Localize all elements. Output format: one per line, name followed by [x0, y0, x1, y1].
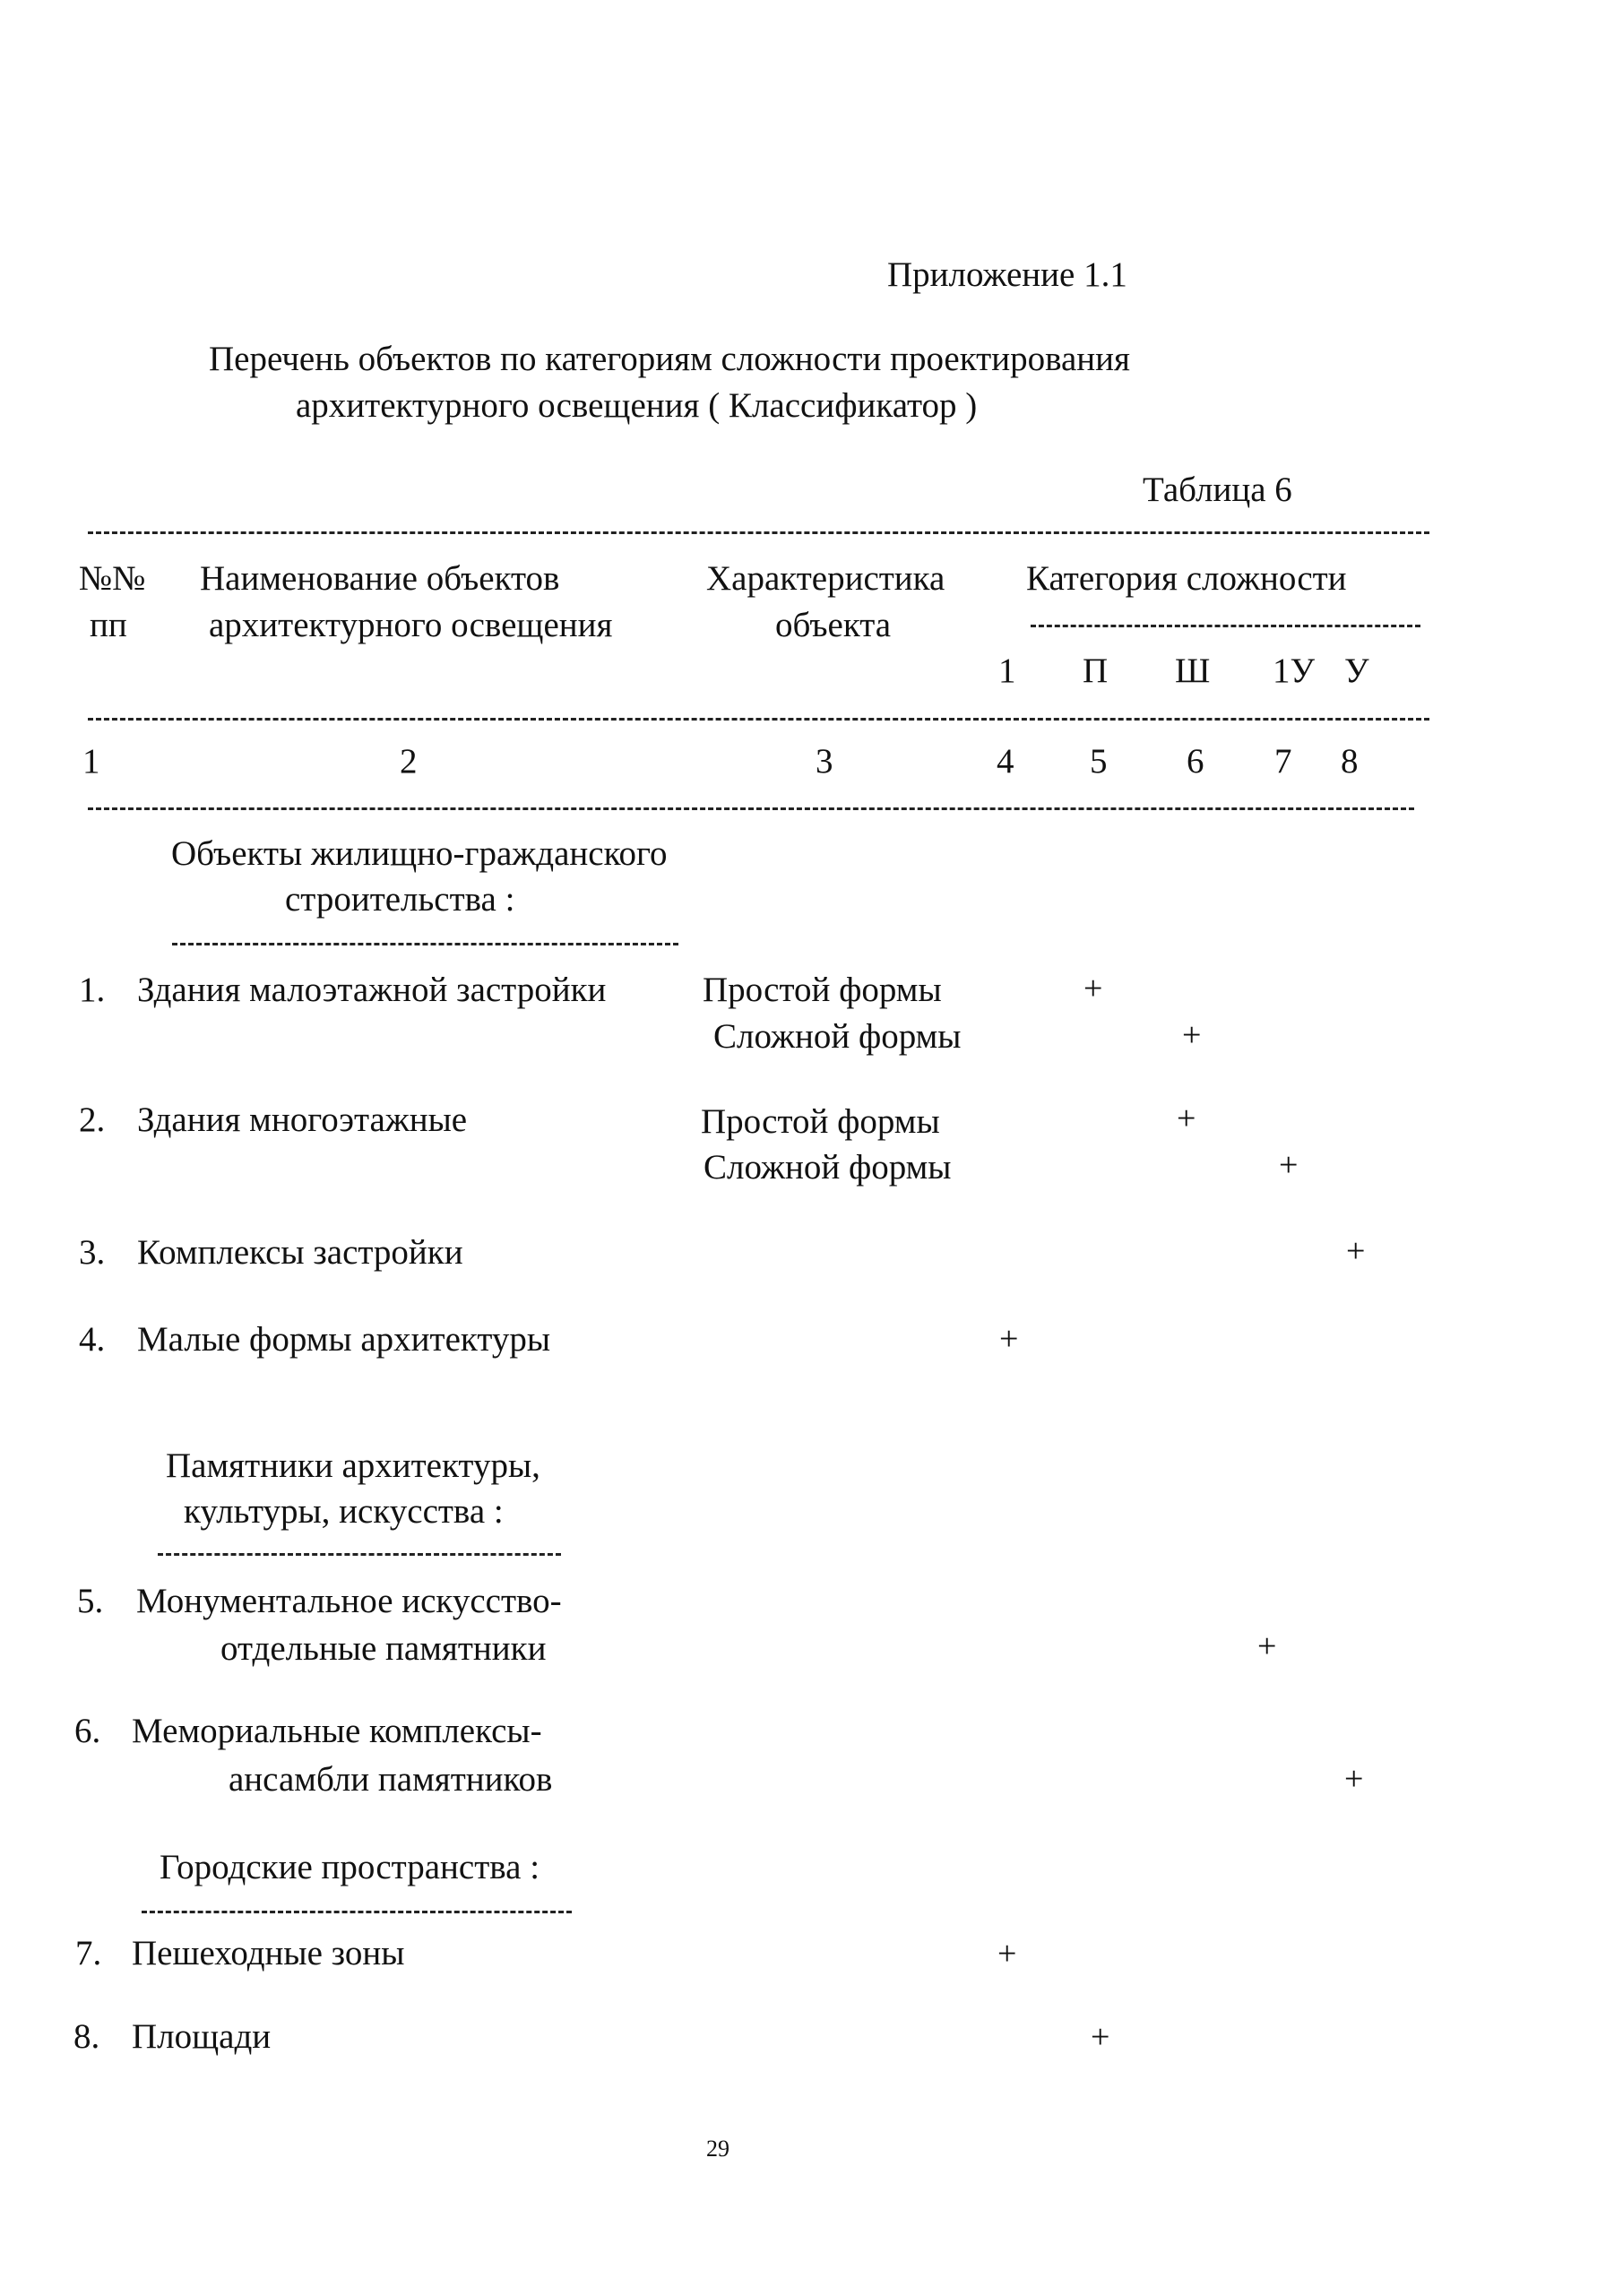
header-characteristic-sub: объекта — [775, 606, 892, 644]
section-heading: Объекты жилищно-гражданского — [171, 834, 668, 873]
row-number: 4. — [79, 1320, 106, 1359]
column-number: 5 — [1090, 742, 1108, 781]
row-name: Малые формы архитектуры — [137, 1320, 551, 1359]
category-mark: + — [1279, 1146, 1299, 1184]
category-mark: + — [997, 1935, 1017, 1972]
category-4: 1У — [1273, 652, 1316, 690]
row-characteristic: Сложной формы — [704, 1148, 952, 1187]
row-name: Здания многоэтажные — [137, 1101, 468, 1139]
category-5: У — [1344, 652, 1369, 690]
row-number: 5. — [77, 1582, 104, 1620]
category-mark: + — [1346, 1232, 1366, 1270]
row-number: 3. — [79, 1233, 106, 1272]
category-mark: + — [1177, 1100, 1196, 1137]
section-heading: строительства : — [285, 880, 515, 919]
category-mark: + — [1083, 970, 1103, 1007]
column-numbers-rule — [88, 807, 1414, 810]
column-number: 1 — [82, 742, 100, 781]
row-characteristic: Сложной формы — [713, 1017, 962, 1056]
row-characteristic: Простой формы — [703, 971, 942, 1009]
header-characteristic: Характеристика — [706, 559, 945, 598]
category-2: П — [1083, 652, 1109, 690]
row-characteristic: Простой формы — [701, 1102, 940, 1141]
row-name: Здания малоэтажной застройки — [137, 971, 607, 1009]
page-number: 29 — [706, 2136, 729, 2162]
row-name: Площади — [132, 2017, 272, 2056]
section-rule — [172, 943, 678, 945]
section-rule — [158, 1553, 561, 1556]
header-number-sub: пп — [90, 606, 127, 644]
title-line-2: архитектурного освещения ( Классификатор ) — [296, 386, 978, 425]
category-mark: + — [1257, 1627, 1277, 1665]
column-number: 4 — [997, 742, 1014, 781]
row-name-continued: ансамбли памятников — [229, 1760, 553, 1799]
category-rule — [1031, 625, 1420, 627]
category-mark: + — [1344, 1760, 1364, 1798]
column-number: 2 — [400, 742, 418, 781]
title-line-1: Перечень объектов по категориям сложности проектирования — [209, 340, 1130, 378]
header-name-sub: архитектурного освещения — [209, 606, 613, 644]
row-number: 6. — [74, 1712, 101, 1750]
row-number: 8. — [73, 2017, 100, 2056]
section-heading: Памятники архитектуры, — [166, 1446, 540, 1485]
row-number: 2. — [79, 1101, 106, 1139]
column-number: 7 — [1274, 742, 1292, 781]
header-bottom-rule — [88, 718, 1429, 721]
appendix-label: Приложение 1.1 — [887, 255, 1127, 294]
table-top-rule — [88, 531, 1429, 534]
section-heading: Городские пространства : — [160, 1848, 540, 1886]
category-3: Ш — [1175, 652, 1211, 690]
section-rule — [142, 1911, 572, 1913]
row-name: Мемориальные комплексы- — [132, 1712, 542, 1750]
row-name: Пешеходные зоны — [132, 1934, 405, 1972]
category-mark: + — [1182, 1016, 1202, 1054]
column-number: 6 — [1187, 742, 1204, 781]
section-heading: культуры, искусства : — [184, 1492, 504, 1531]
category-mark: + — [1091, 2018, 1110, 2056]
header-name: Наименование объектов — [200, 559, 560, 598]
column-number: 8 — [1341, 742, 1359, 781]
category-mark: + — [999, 1320, 1019, 1358]
row-number: 7. — [75, 1934, 102, 1972]
row-name: Комплексы застройки — [137, 1233, 463, 1272]
row-number: 1. — [79, 971, 106, 1009]
table-label: Таблица 6 — [1143, 470, 1292, 509]
column-number: 3 — [816, 742, 833, 781]
header-category: Категория сложности — [1026, 559, 1347, 598]
header-number: №№ — [79, 559, 146, 598]
row-name: Монументальное искусство- — [136, 1582, 562, 1620]
row-name-continued: отдельные памятники — [220, 1629, 547, 1668]
category-1: 1 — [998, 652, 1016, 690]
